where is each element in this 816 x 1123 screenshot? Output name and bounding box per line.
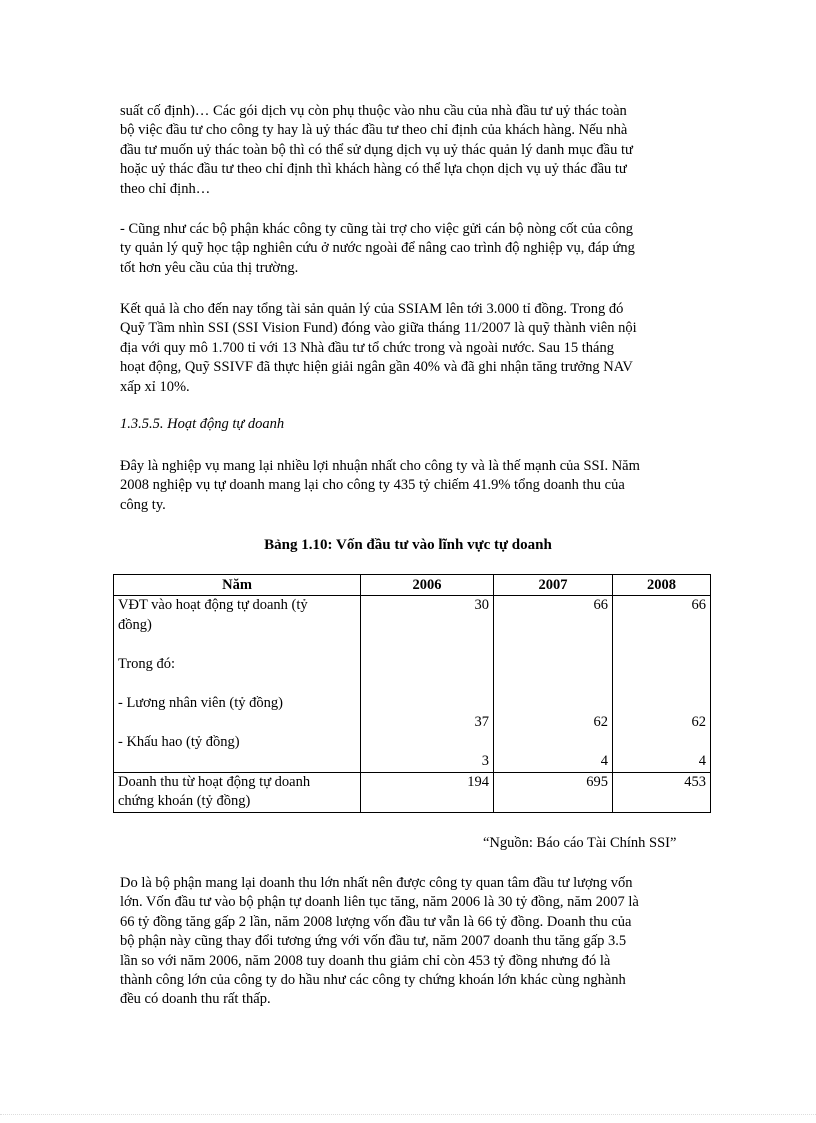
cell-line: 4 xyxy=(698,753,706,769)
cell-line xyxy=(365,694,489,714)
text-line: công ty. xyxy=(120,496,166,513)
cell-investment-label xyxy=(114,596,361,773)
cell-revenue-label xyxy=(114,772,361,812)
cell-line: Doanh thu từ hoạt động tự doanh xyxy=(118,773,311,790)
cell-line xyxy=(617,655,706,675)
page-bottom-divider xyxy=(0,1114,816,1115)
text-line: đầu tư muốn uỷ thác toàn bộ thì có thể sử dụng dịch vụ uỷ thác quản lý danh mục đầu tư xyxy=(120,141,633,158)
cell-line: - Lương nhân viên (tỷ đồng) xyxy=(118,694,283,711)
text-line: lớn. Vốn đầu tư vào bộ phận tự doanh liên tục tăng, năm 2006 là 30 tỷ đồng, năm 2007 là xyxy=(120,894,639,911)
table-row-revenue xyxy=(114,772,711,812)
text-line: địa với quy mô 1.700 tỉ với 13 Nhà đầu tư tổ chức trong và ngoài nước. Sau 15 tháng xyxy=(120,339,614,356)
text-line: 66 tỷ đồng tăng gấp 2 lần, năm 2008 lượng vốn đầu tư vẫn là 66 tỷ đồng. Doanh thu của xyxy=(120,913,632,930)
cell-revenue-2008 xyxy=(613,772,711,812)
cell-line xyxy=(365,616,489,636)
cell-line: đồng) xyxy=(118,616,152,633)
text-line: - Cũng như các bộ phận khác công ty cũng tài trợ cho việc gửi cán bộ nòng cốt của công xyxy=(120,221,634,237)
cell-line: 66 xyxy=(691,597,706,613)
cell-line xyxy=(365,655,489,675)
cell-investment-2007 xyxy=(494,596,613,773)
text-line: Kết quả là cho đến nay tổng tài sản quản lý của SSIAM lên tới 3.000 tỉ đồng. Trong đó xyxy=(120,301,624,317)
header-year: Năm xyxy=(114,575,361,596)
cell-line xyxy=(365,674,489,694)
text-line: xấp xỉ 10%. xyxy=(120,378,190,395)
cell-line: 3 xyxy=(481,753,489,769)
text-line: bộ việc đầu tư cho công ty hay là uỷ thác đầu tư theo chỉ định của khách hàng. Nếu nhà xyxy=(120,122,628,139)
text-line: lần so với năm 2006, năm 2008 tuy doanh thu giảm chỉ còn 453 tỷ đồng nhưng đó là xyxy=(120,952,611,969)
table-caption: Bảng 1.10: Vốn đầu tư vào lĩnh vực tự doanh xyxy=(264,537,552,553)
table-source-note: “Nguồn: Báo cáo Tài Chính SSI” xyxy=(483,835,677,851)
cell-line xyxy=(118,752,356,772)
cell-investment-2006 xyxy=(361,596,494,773)
header-2008: 2008 xyxy=(613,575,711,596)
cell-line xyxy=(498,674,608,694)
cell-line xyxy=(498,616,608,636)
cell-line xyxy=(498,733,608,753)
cell-revenue-2006 xyxy=(361,772,494,812)
cell-line xyxy=(118,674,356,694)
text-line: 2008 nghiệp vụ tự doanh mang lại cho công ty 435 tỷ chiếm 41.9% tổng doanh thu của xyxy=(120,477,625,494)
text-line: Quỹ Tầm nhìn SSI (SSI Vision Fund) đóng vào giữa tháng 11/2007 là quỹ thành viên nội xyxy=(120,320,637,337)
cell-line: Trong đó: xyxy=(118,655,176,672)
header-2007: 2007 xyxy=(494,575,613,596)
cell-line xyxy=(365,733,489,753)
cell-investment-2008 xyxy=(613,596,711,773)
cell-line xyxy=(498,635,608,655)
cell-line xyxy=(617,733,706,753)
cell-line xyxy=(617,616,706,636)
cell-line xyxy=(498,694,608,714)
cell-line: 62 xyxy=(593,714,608,730)
paragraph-revenue-analysis xyxy=(120,874,690,1010)
text-line: thành công lớn của công ty do hầu như các công ty chứng khoán lớn khác cùng nghành xyxy=(120,972,626,989)
text-line: suất cố định)… Các gói dịch vụ còn phụ thuộc vào nhu cầu của nhà đầu tư uỷ thác toàn xyxy=(120,103,627,119)
cell-line xyxy=(118,635,356,655)
header-2006: 2006 xyxy=(361,575,494,596)
text-line: bộ phận này cũng thay đổi tương ứng với vốn đầu tư, năm 2007 doanh thu tăng gấp 3.5 xyxy=(120,933,627,950)
text-line: theo chỉ định… xyxy=(120,180,211,197)
investment-table xyxy=(113,574,711,813)
table-row-investment xyxy=(114,596,711,773)
cell-line: 194 xyxy=(467,773,489,790)
cell-line xyxy=(617,694,706,714)
cell-line: VĐT vào hoạt động tự doanh (tỷ xyxy=(118,597,308,613)
cell-line: 37 xyxy=(474,714,489,730)
text-line: Đây là nghiệp vụ mang lại nhiều lợi nhuận nhất cho công ty và là thế mạnh của SSI. Năm xyxy=(120,458,640,474)
text-line: tốt hơn yêu cầu của thị trường. xyxy=(120,259,299,276)
paragraph-ssiam-results xyxy=(120,300,690,397)
cell-line: chứng khoán (tỷ đồng) xyxy=(118,793,251,809)
section-heading: 1.3.5.5. Hoạt động tự doanh xyxy=(120,416,285,432)
cell-line xyxy=(498,655,608,675)
cell-line: 4 xyxy=(600,753,608,769)
table-header-row xyxy=(114,575,711,596)
cell-line: 695 xyxy=(586,773,608,790)
text-line: hoặc uỷ thác đầu tư theo chỉ định thì khách hàng có thể lựa chọn dịch vụ uỷ thác đầu tư xyxy=(120,161,627,178)
cell-line: 66 xyxy=(593,597,608,613)
cell-line: 453 xyxy=(684,773,706,790)
text-line: ty quản lý quỹ học tập nghiên cứu ở nước ngoài để nâng cao trình độ nghiệp vụ, đáp ứng xyxy=(120,240,635,257)
cell-line xyxy=(617,635,706,655)
paragraph-proprietary-trading xyxy=(120,457,690,515)
text-line: hoạt động, Quỹ SSIVF đã thực hiện giải ngân gần 40% và đã ghi nhận tăng trưởng NAV xyxy=(120,359,633,376)
cell-revenue-2007 xyxy=(494,772,613,812)
cell-line: 62 xyxy=(691,714,706,730)
cell-line xyxy=(365,635,489,655)
cell-line xyxy=(118,713,356,733)
paragraph-trust-services xyxy=(120,102,690,199)
cell-line: - Khấu hao (tỷ đồng) xyxy=(118,733,240,750)
cell-line: 30 xyxy=(474,597,489,613)
text-line: Do là bộ phận mang lại doanh thu lớn nhất nên được công ty quan tâm đầu tư lượng vốn xyxy=(120,875,633,891)
cell-line xyxy=(617,674,706,694)
paragraph-staff-training xyxy=(120,220,690,278)
text-line: đều có doanh thu rất thấp. xyxy=(120,991,271,1008)
